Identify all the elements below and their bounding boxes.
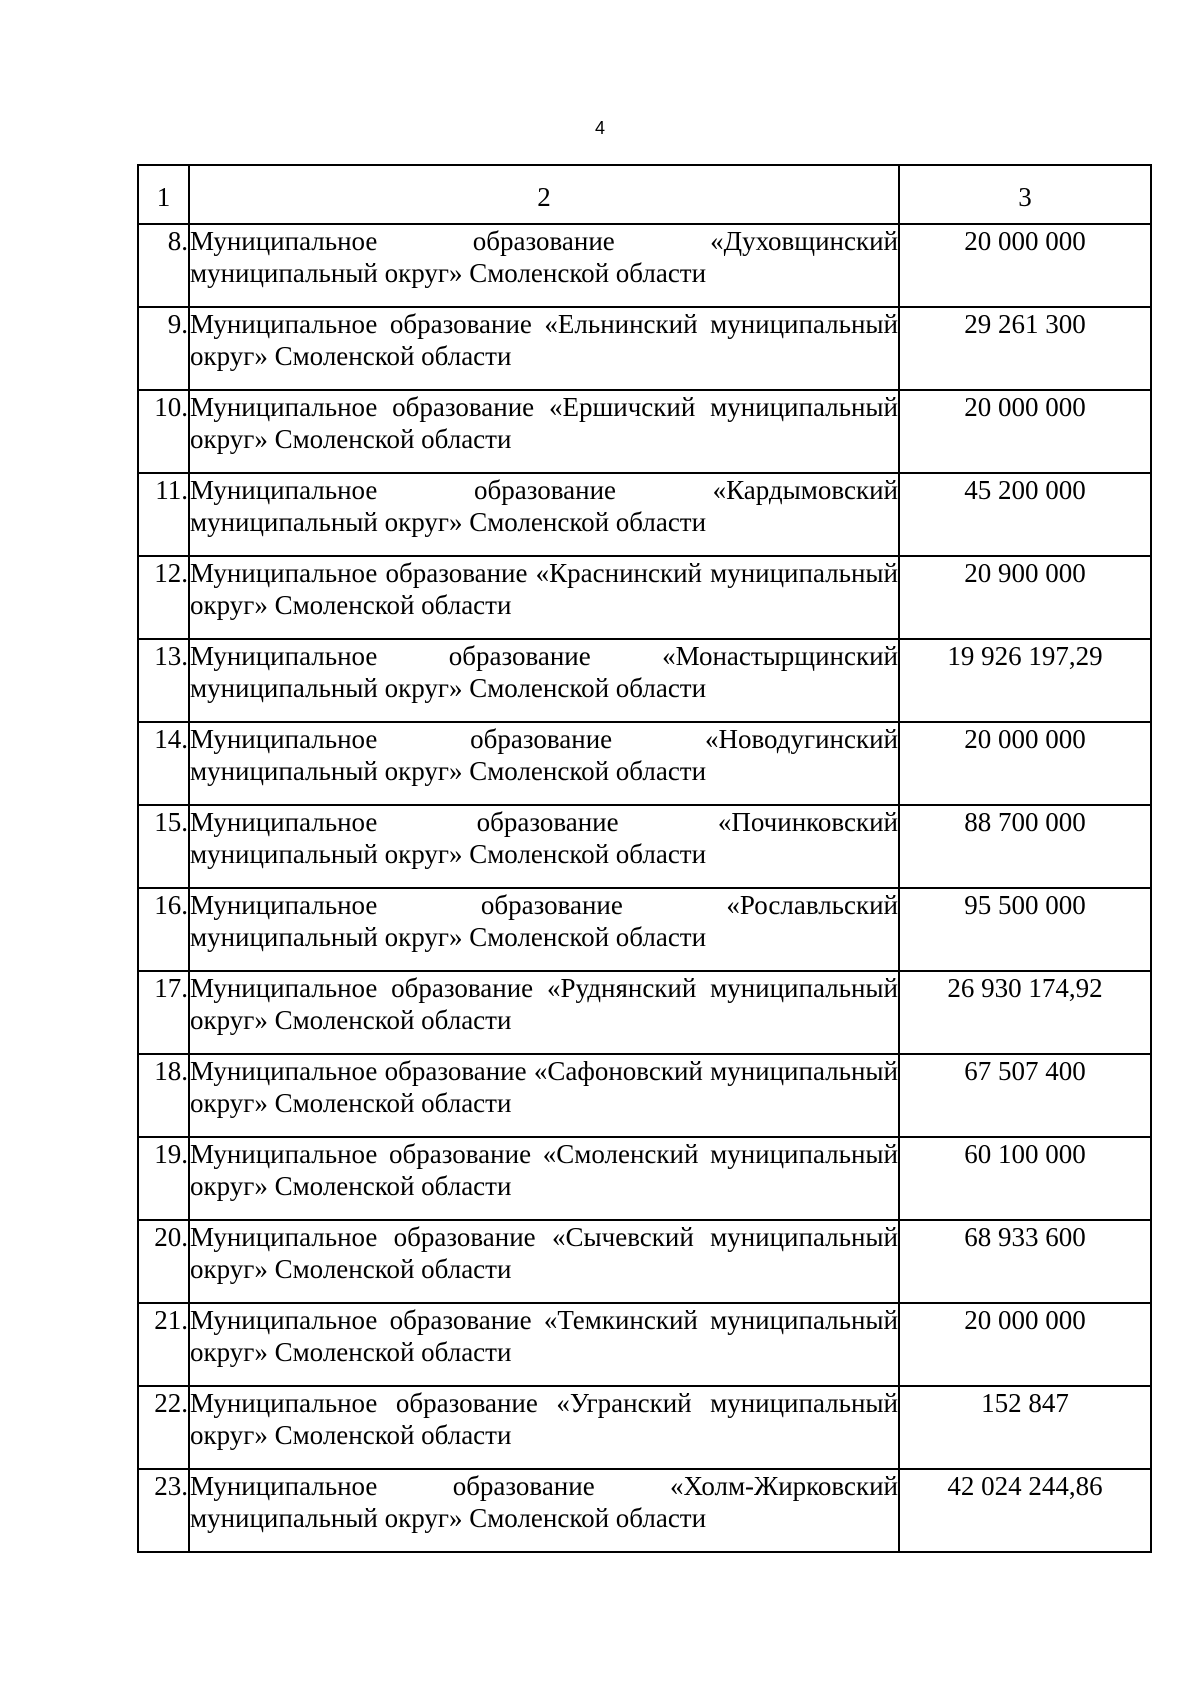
amount-value: 20 000 000 xyxy=(899,722,1151,805)
table-row xyxy=(138,1386,1151,1469)
row-number: 20. xyxy=(138,1220,189,1303)
header-col-2: 2 xyxy=(189,165,899,224)
table-row xyxy=(138,556,1151,639)
row-number: 11. xyxy=(138,473,189,556)
municipality-name: Муниципальное образование «Рославльский муниципальный округ» Смоленской области xyxy=(189,888,899,971)
municipality-name: Муниципальное образование «Сычевский муниципальный округ» Смоленской области xyxy=(189,1220,899,1303)
allocation-table xyxy=(137,164,1152,1553)
table-row xyxy=(138,307,1151,390)
row-number: 16. xyxy=(138,888,189,971)
municipality-name: Муниципальное образование «Темкинский муниципальный округ» Смоленской области xyxy=(189,1303,899,1386)
municipality-name: Муниципальное образование «Краснинский муниципальный округ» Смоленской области xyxy=(189,556,899,639)
table-row xyxy=(138,1137,1151,1220)
municipality-name: Муниципальное образование «Ельнинский муниципальный округ» Смоленской области xyxy=(189,307,899,390)
row-number: 18. xyxy=(138,1054,189,1137)
table-row xyxy=(138,1469,1151,1552)
municipality-name: Муниципальное образование «Руднянский муниципальный округ» Смоленской области xyxy=(189,971,899,1054)
amount-value: 29 261 300 xyxy=(899,307,1151,390)
row-number: 12. xyxy=(138,556,189,639)
amount-value: 19 926 197,29 xyxy=(899,639,1151,722)
municipality-name: Муниципальное образование «Холм-Жирковский муниципальный округ» Смоленской области xyxy=(189,1469,899,1552)
amount-value: 68 933 600 xyxy=(899,1220,1151,1303)
row-number: 22. xyxy=(138,1386,189,1469)
table-row xyxy=(138,1220,1151,1303)
row-number: 10. xyxy=(138,390,189,473)
row-number: 9. xyxy=(138,307,189,390)
municipality-name: Муниципальное образование «Угранский муниципальный округ» Смоленской области xyxy=(189,1386,899,1469)
table-row xyxy=(138,971,1151,1054)
table-row xyxy=(138,639,1151,722)
municipality-name: Муниципальное образование «Монастырщинский муниципальный округ» Смоленской области xyxy=(189,639,899,722)
row-number: 23. xyxy=(138,1469,189,1552)
amount-value: 67 507 400 xyxy=(899,1054,1151,1137)
municipality-name: Муниципальное образование «Смоленский муниципальный округ» Смоленской области xyxy=(189,1137,899,1220)
amount-value: 95 500 000 xyxy=(899,888,1151,971)
amount-value: 20 000 000 xyxy=(899,224,1151,307)
municipality-name: Муниципальное образование «Кардымовский муниципальный округ» Смоленской области xyxy=(189,473,899,556)
amount-value: 45 200 000 xyxy=(899,473,1151,556)
table-row xyxy=(138,722,1151,805)
municipality-name: Муниципальное образование «Ершичский муниципальный округ» Смоленской области xyxy=(189,390,899,473)
table-row xyxy=(138,1054,1151,1137)
amount-value: 88 700 000 xyxy=(899,805,1151,888)
table-row xyxy=(138,224,1151,307)
amount-value: 42 024 244,86 xyxy=(899,1469,1151,1552)
row-number: 15. xyxy=(138,805,189,888)
row-number: 17. xyxy=(138,971,189,1054)
table-row xyxy=(138,390,1151,473)
table-header-row xyxy=(138,165,1151,224)
municipality-name: Муниципальное образование «Починковский муниципальный округ» Смоленской области xyxy=(189,805,899,888)
row-number: 14. xyxy=(138,722,189,805)
header-col-3: 3 xyxy=(899,165,1151,224)
amount-value: 20 900 000 xyxy=(899,556,1151,639)
row-number: 13. xyxy=(138,639,189,722)
amount-value: 26 930 174,92 xyxy=(899,971,1151,1054)
table-row xyxy=(138,1303,1151,1386)
table-row xyxy=(138,805,1151,888)
row-number: 19. xyxy=(138,1137,189,1220)
amount-value: 60 100 000 xyxy=(899,1137,1151,1220)
municipality-name: Муниципальное образование «Духовщинский муниципальный округ» Смоленской области xyxy=(189,224,899,307)
header-col-1: 1 xyxy=(138,165,189,224)
amount-value: 20 000 000 xyxy=(899,390,1151,473)
row-number: 21. xyxy=(138,1303,189,1386)
amount-value: 152 847 xyxy=(899,1386,1151,1469)
row-number: 8. xyxy=(138,224,189,307)
table-row xyxy=(138,888,1151,971)
page-number: 4 xyxy=(594,118,605,138)
table-row xyxy=(138,473,1151,556)
amount-value: 20 000 000 xyxy=(899,1303,1151,1386)
municipality-name: Муниципальное образование «Сафоновский муниципальный округ» Смоленской области xyxy=(189,1054,899,1137)
municipality-name: Муниципальное образование «Новодугинский муниципальный округ» Смоленской области xyxy=(189,722,899,805)
